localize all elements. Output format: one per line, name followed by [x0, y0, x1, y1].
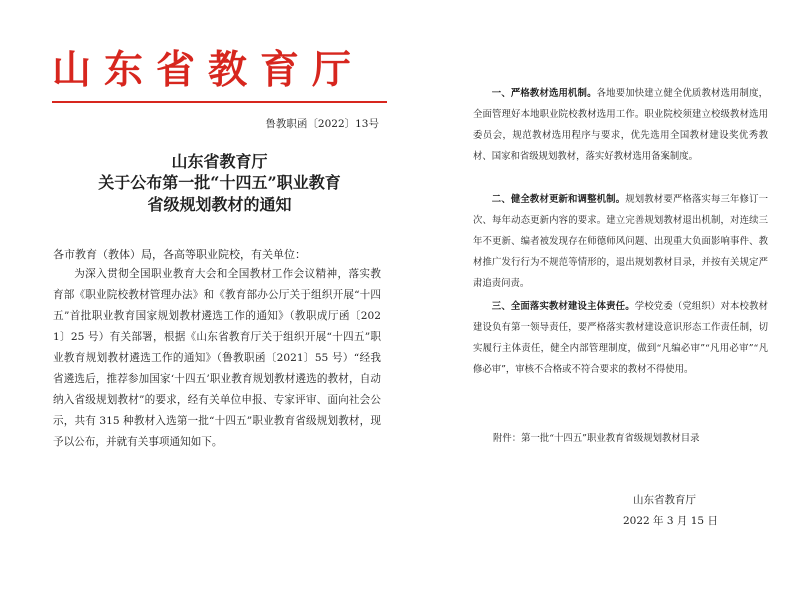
- body-paragraph: 为深入贯彻全国职业教育大会和全国教材工作会议精神，落实教育部《职业院校教材管理办法》和《教育部办公厅关于组织开展“十四五”首批职业教育国家规划教材遴选工作的通知》（教职成厅函〔2021〕25 号）有关部署，根据《山东省教育厅关于组织开展“十四五”职业教育规划教材遴选工作的通知》（鲁教职函〔2021〕55 号）“经我省遴选后，推荐参加国家‘十四五’职业教育规划教材遴选的教材，自动纳入省级规划教材”的要求，经有关单位申报、专家评审、面向社会公示，共有 315 种教材入选第一批“十四五”职业教育省级规划教材，现予以公布，并就有关事项通知如下。: [53, 268, 381, 448]
- section-2: [473, 189, 768, 294]
- section-3-heading: 三、全面落实教材建设主体责任。: [491, 301, 635, 312]
- salutation: 各市教育（教体）局，各高等职业院校，有关单位：: [53, 248, 306, 261]
- section-3: [473, 296, 768, 380]
- section-3-text: 学校党委（党组织）对本校教材建设负有第一领导责任，要严格落实教材建设意识形态工作责任制，切实履行主体责任，健全内部管理制度，做到“凡编必审”“凡用必审”“凡修必审”，审核不合格或不符合要求的教材不得使用。: [473, 301, 768, 375]
- document-title-line-2: 关于公布第一批“十四五”职业教育: [98, 173, 341, 192]
- issue-date: 2022 年 3 月 15 日: [623, 515, 718, 527]
- document-title-line-1: 山东省教育厅: [171, 152, 268, 171]
- attachment-note: 附件：第一批“十四五”职业教育省级规划教材目录: [493, 433, 700, 444]
- document-title-line-3: 省级规划教材的通知: [147, 195, 292, 214]
- section-2-text: 规划教材要严格落实每三年修订一次、每年动态更新内容的要求。建立完善规划教材退出机制，对连续三年不更新、编者被发现存在师德师风问题、出现重大负面影响事件、教材推广发行行为不规范等情形的，退出规划教材目录，并按有关规定严肃追责问责。: [473, 194, 768, 289]
- section-1-text: 各地要加快建立健全优质教材选用制度，全面管理好本地职业院校教材选用工作。职业院校须建立校级教材选用委员会，规范教材选用程序与要求，优先选用全国教材建设奖优秀教材、国家和省级规划教材，落实好教材选用备案制度。: [473, 88, 768, 162]
- document-header-title: 山东省教育厅: [52, 47, 365, 93]
- section-2-heading: 二、健全教材更新和调整机制。: [491, 194, 626, 205]
- document-number: 鲁教职函〔2022〕13号: [265, 118, 379, 130]
- section-1-heading: 一、严格教材选用机制。: [491, 88, 597, 99]
- section-1: [473, 83, 768, 167]
- issuer-signature: 山东省教育厅: [633, 494, 696, 506]
- header-red-rule: [52, 101, 387, 103]
